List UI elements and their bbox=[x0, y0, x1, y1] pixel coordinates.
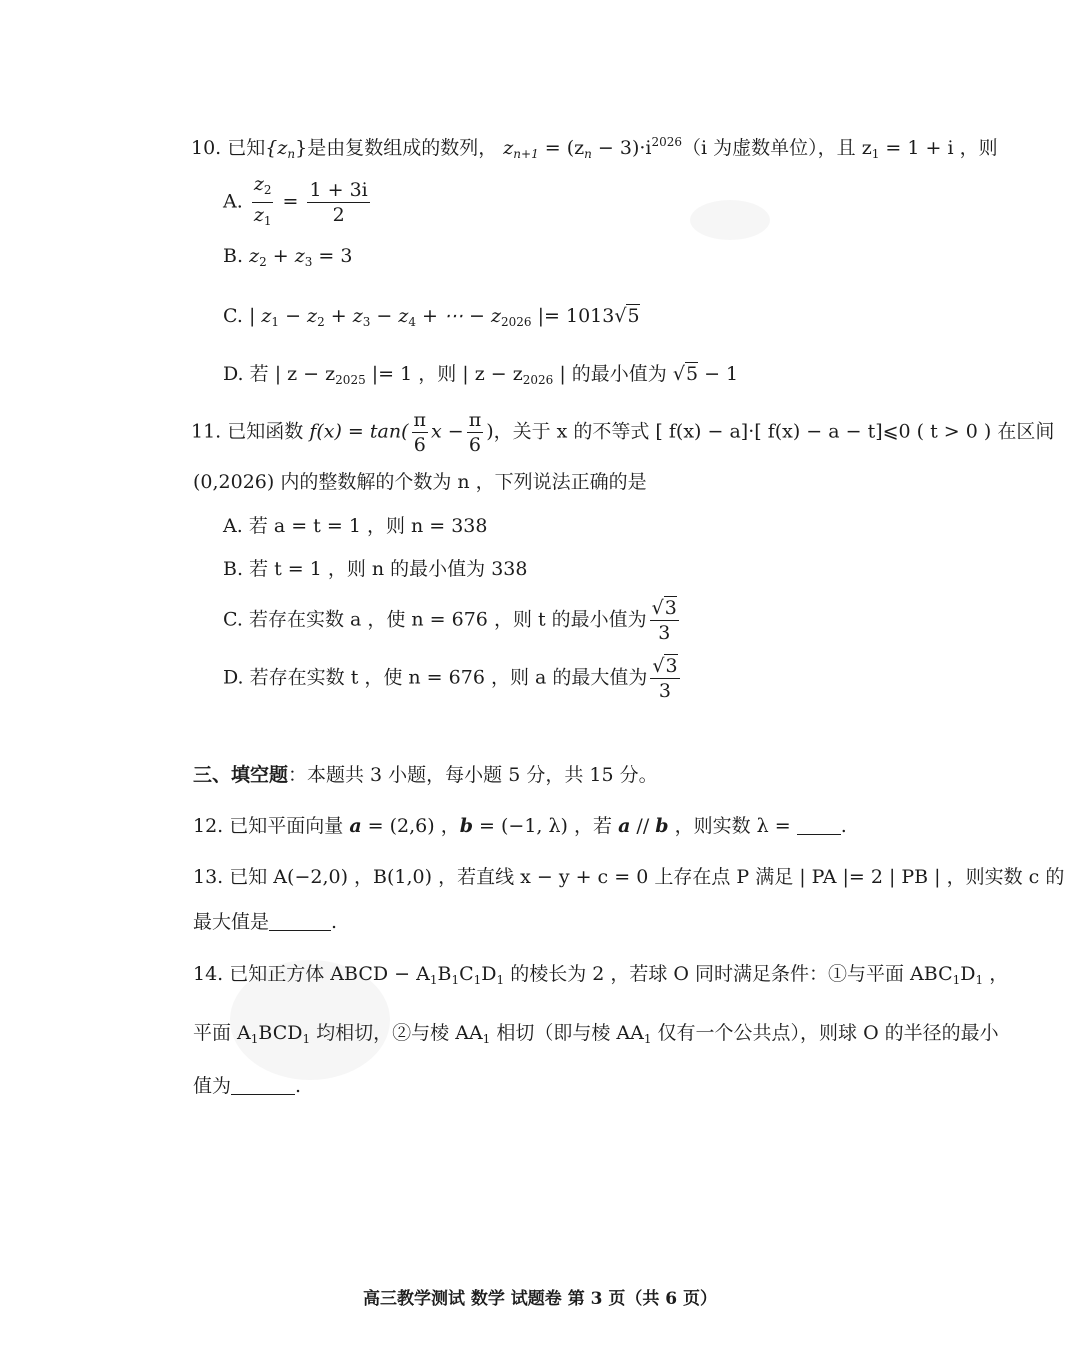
q11-number: 11. bbox=[191, 420, 222, 443]
fraction: $\frac{1 + 3i}{2}$ bbox=[309, 179, 368, 226]
q10-option-d: D. 若 | $z - z_{2025}$ |= 1 ，则 | $z - z_{2026}$ | 的最小值为 √5 − 1 bbox=[223, 363, 739, 387]
answer-blank[interactable] bbox=[797, 816, 841, 835]
q11-option-a: A. 若 a = t = 1 ，则 n = 338 bbox=[223, 515, 488, 537]
answer-blank[interactable] bbox=[269, 912, 331, 931]
q14-number: 14. bbox=[193, 963, 224, 985]
q14-cont: 平面 $A_1BCD_1$ 均相切，②与棱 $AA_1$ 相切（即与棱 $AA_1$ 仅有一个公共点），则球 O 的半径的最小 bbox=[193, 1022, 999, 1046]
q13-cont: 最大值是 . bbox=[193, 911, 338, 933]
q11-stem-cont: (0,2026) 内的整数解的个数为 n ，下列说法正确的是 bbox=[193, 471, 647, 493]
q10-option-b: B. $z_2 + z_3 = 3$ bbox=[223, 245, 353, 269]
q14: 14. 已知正方体 ABCD − $A_1B_1C_1D_1$ 的棱长为 2 ，若球 O 同时满足条件：①与平面 $ABC_1D_1$ ， bbox=[193, 963, 1009, 987]
fraction: $\frac{√3}{3}$ bbox=[652, 655, 678, 702]
q10-number: 10. bbox=[191, 137, 222, 159]
q11-option-d: D. 若存在实数 t ，使 n = 676 ，则 a 的最大值为 $\frac{√3}{3}$ bbox=[223, 655, 678, 702]
q14-cont2: 值为 . bbox=[193, 1075, 302, 1097]
fraction: $\frac{\pi}{6}$ bbox=[413, 409, 426, 456]
q11-option-b: B. 若 t = 1 ，则 n 的最小值为 338 bbox=[223, 558, 528, 580]
fraction: $\frac{√3}{3}$ bbox=[651, 597, 677, 644]
q13-number: 13. bbox=[193, 866, 224, 888]
q10-option-a: A. $\frac{z_2}{z_1}$ = $\frac{1 + 3i}{2}$ bbox=[223, 172, 373, 233]
q10-stem: 10. 已知$\{z_n\}$是由复数组成的数列， $z_{n+1} = (z_n - 3)\cdot i^{2026}(i$ 为虚数单位），且 $z_1 = 1 + i$ ，则 bbox=[191, 135, 998, 161]
scan-smudge bbox=[690, 200, 770, 240]
page-footer: 高三教学测试 数学 试题卷 第 3 页（共 6 页） bbox=[362, 1289, 718, 1309]
q12: 12. 已知平面向量 a = (2,6) ，b = (−1, λ) ，若 a // b ，则实数 λ = . bbox=[193, 815, 847, 837]
q11-option-c: C. 若存在实数 a ，使 n = 676 ，则 t 的最小值为 $\frac{√3}{3}$ bbox=[223, 597, 677, 644]
q11-stem: 11. 已知函数 f(x) = tan( $\frac{\pi}{6}$ x − $\frac{\pi}{6}$ )，关于 x 的不等式 [ f(x) − a]·[ f(x) − a − t]⩽0 ( t > 0 ) 在区间 bbox=[191, 409, 1055, 456]
fraction: $\frac{\pi}{6}$ bbox=[468, 409, 482, 456]
fraction: $\frac{z_2}{z_1}$ bbox=[253, 173, 272, 228]
section-heading: 三、填空题：本题共 3 小题，每小题 5 分，共 15 分。 bbox=[193, 764, 658, 786]
q10-option-c: C. | $z_1 - z_2 + z_3 - z_4$ + ⋯ − $z_{2026}$ |= 1013√5 bbox=[223, 305, 640, 329]
q13: 13. 已知 A(−2,0) ，B(1,0) ，若直线 x − y + c = 0 上存在点 P 满足 | PA |= 2 | PB | ，则实数 c 的 bbox=[193, 866, 1065, 888]
answer-blank[interactable] bbox=[231, 1076, 295, 1095]
q12-number: 12. bbox=[193, 815, 224, 837]
